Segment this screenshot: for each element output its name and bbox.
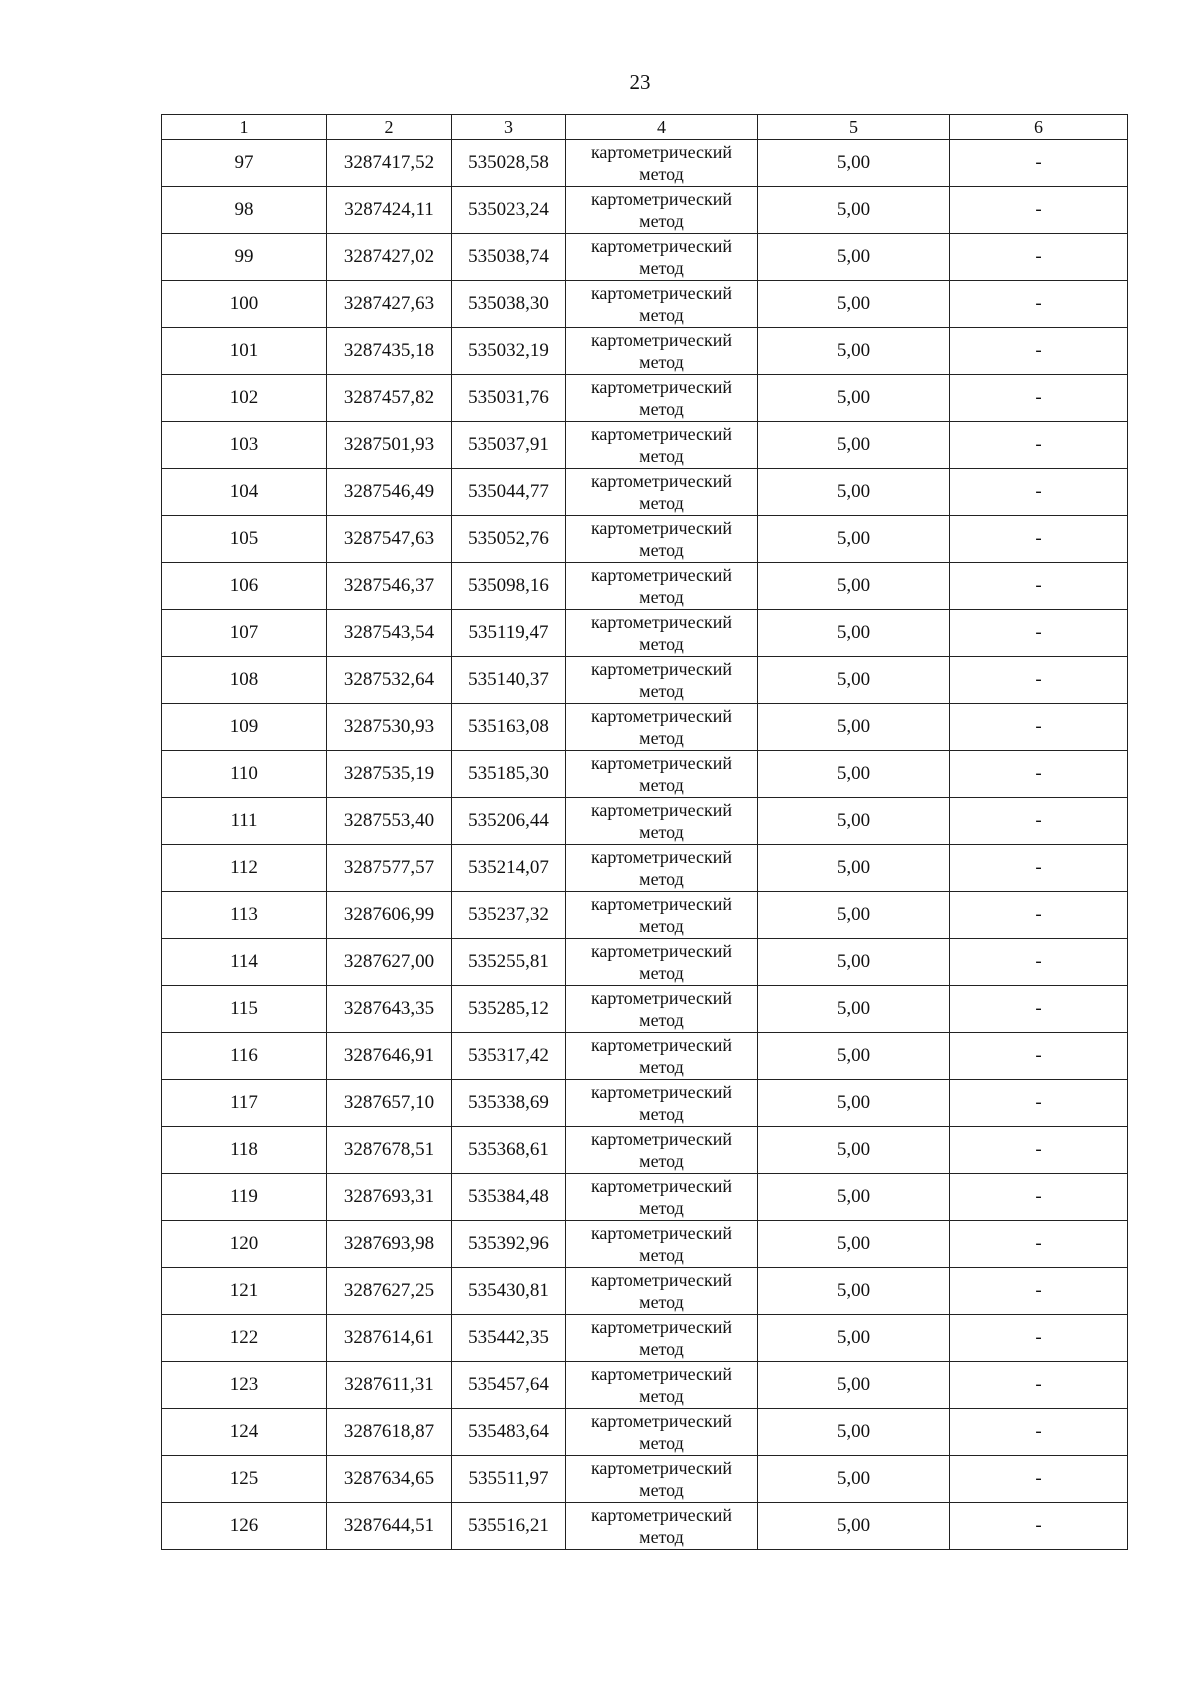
y-coordinate-cell: 535214,07 xyxy=(452,845,566,892)
method-line-2: метод xyxy=(639,963,684,983)
method-cell xyxy=(566,563,758,610)
description-cell: - xyxy=(950,1221,1128,1268)
table-row xyxy=(162,328,1128,375)
table-row xyxy=(162,704,1128,751)
point-number-cell: 122 xyxy=(162,1315,327,1362)
method-line-2: метод xyxy=(639,775,684,795)
description-cell: - xyxy=(950,234,1128,281)
page-number: 23 xyxy=(629,70,651,94)
method-line-2: метод xyxy=(639,869,684,889)
point-number-cell: 107 xyxy=(162,610,327,657)
method-cell xyxy=(566,1315,758,1362)
x-coordinate-cell: 3287532,64 xyxy=(327,657,452,704)
accuracy-cell: 5,00 xyxy=(758,281,950,328)
description-cell: - xyxy=(950,1127,1128,1174)
y-coordinate-cell: 535037,91 xyxy=(452,422,566,469)
method-cell xyxy=(566,939,758,986)
table-row xyxy=(162,563,1128,610)
accuracy-cell: 5,00 xyxy=(758,422,950,469)
y-coordinate-cell: 535098,16 xyxy=(452,563,566,610)
method-line-1: картометрический xyxy=(590,1411,733,1431)
table-row xyxy=(162,1033,1128,1080)
description-cell: - xyxy=(950,1268,1128,1315)
method-cell xyxy=(566,1268,758,1315)
x-coordinate-cell: 3287553,40 xyxy=(327,798,452,845)
point-number-cell: 106 xyxy=(162,563,327,610)
method-line-2: метод xyxy=(639,681,684,701)
accuracy-cell: 5,00 xyxy=(758,657,950,704)
table-row xyxy=(162,986,1128,1033)
accuracy-cell: 5,00 xyxy=(758,234,950,281)
description-cell: - xyxy=(950,281,1128,328)
point-number-cell: 105 xyxy=(162,516,327,563)
method-line-1: картометрический xyxy=(590,1129,733,1149)
y-coordinate-cell: 535483,64 xyxy=(452,1409,566,1456)
y-coordinate-cell: 535032,19 xyxy=(452,328,566,375)
method-cell xyxy=(566,1174,758,1221)
accuracy-cell: 5,00 xyxy=(758,1315,950,1362)
table-row xyxy=(162,751,1128,798)
accuracy-cell: 5,00 xyxy=(758,798,950,845)
method-line-2: метод xyxy=(639,1198,684,1218)
accuracy-cell: 5,00 xyxy=(758,187,950,234)
point-number-cell: 120 xyxy=(162,1221,327,1268)
y-coordinate-cell: 535317,42 xyxy=(452,1033,566,1080)
description-cell: - xyxy=(950,1315,1128,1362)
table-row xyxy=(162,469,1128,516)
accuracy-cell: 5,00 xyxy=(758,1174,950,1221)
accuracy-cell: 5,00 xyxy=(758,610,950,657)
x-coordinate-cell: 3287530,93 xyxy=(327,704,452,751)
table-row xyxy=(162,798,1128,845)
method-line-1: картометрический xyxy=(590,565,733,585)
description-cell: - xyxy=(950,751,1128,798)
accuracy-cell: 5,00 xyxy=(758,1456,950,1503)
method-line-1: картометрический xyxy=(590,941,733,961)
description-cell: - xyxy=(950,1409,1128,1456)
y-coordinate-cell: 535185,30 xyxy=(452,751,566,798)
method-line-1: картометрический xyxy=(590,424,733,444)
y-coordinate-cell: 535384,48 xyxy=(452,1174,566,1221)
method-cell xyxy=(566,1503,758,1550)
table-row xyxy=(162,1268,1128,1315)
method-line-2: метод xyxy=(639,493,684,513)
method-cell xyxy=(566,187,758,234)
x-coordinate-cell: 3287614,61 xyxy=(327,1315,452,1362)
method-cell xyxy=(566,610,758,657)
x-coordinate-cell: 3287693,31 xyxy=(327,1174,452,1221)
method-cell xyxy=(566,1221,758,1268)
accuracy-cell: 5,00 xyxy=(758,375,950,422)
method-line-2: метод xyxy=(639,634,684,654)
point-number-cell: 123 xyxy=(162,1362,327,1409)
method-line-1: картометрический xyxy=(590,706,733,726)
description-cell: - xyxy=(950,328,1128,375)
x-coordinate-cell: 3287644,51 xyxy=(327,1503,452,1550)
method-line-1: картометрический xyxy=(590,1176,733,1196)
method-line-1: картометрический xyxy=(590,659,733,679)
y-coordinate-cell: 535338,69 xyxy=(452,1080,566,1127)
accuracy-cell: 5,00 xyxy=(758,1033,950,1080)
method-line-2: метод xyxy=(639,1010,684,1030)
method-cell xyxy=(566,892,758,939)
point-number-cell: 113 xyxy=(162,892,327,939)
method-line-1: картометрический xyxy=(590,800,733,820)
table-row xyxy=(162,610,1128,657)
description-cell: - xyxy=(950,657,1128,704)
point-number-cell: 118 xyxy=(162,1127,327,1174)
method-cell xyxy=(566,1456,758,1503)
y-coordinate-cell: 535038,30 xyxy=(452,281,566,328)
point-number-cell: 115 xyxy=(162,986,327,1033)
accuracy-cell: 5,00 xyxy=(758,1127,950,1174)
method-line-2: метод xyxy=(639,1480,684,1500)
y-coordinate-cell: 535255,81 xyxy=(452,939,566,986)
description-cell: - xyxy=(950,1456,1128,1503)
y-coordinate-cell: 535163,08 xyxy=(452,704,566,751)
method-line-2: метод xyxy=(639,1245,684,1265)
table-row xyxy=(162,1315,1128,1362)
method-line-2: метод xyxy=(639,1339,684,1359)
method-line-2: метод xyxy=(639,352,684,372)
column-header: 2 xyxy=(327,115,452,140)
y-coordinate-cell: 535457,64 xyxy=(452,1362,566,1409)
point-number-cell: 126 xyxy=(162,1503,327,1550)
description-cell: - xyxy=(950,939,1128,986)
method-line-2: метод xyxy=(639,540,684,560)
method-cell xyxy=(566,1080,758,1127)
method-cell xyxy=(566,986,758,1033)
accuracy-cell: 5,00 xyxy=(758,1080,950,1127)
y-coordinate-cell: 535516,21 xyxy=(452,1503,566,1550)
method-line-1: картометрический xyxy=(590,847,733,867)
method-line-1: картометрический xyxy=(590,236,733,256)
table-row xyxy=(162,140,1128,187)
table-row xyxy=(162,234,1128,281)
description-cell: - xyxy=(950,469,1128,516)
method-line-1: картометрический xyxy=(590,1270,733,1290)
y-coordinate-cell: 535119,47 xyxy=(452,610,566,657)
description-cell: - xyxy=(950,845,1128,892)
point-number-cell: 101 xyxy=(162,328,327,375)
method-line-1: картометрический xyxy=(590,518,733,538)
x-coordinate-cell: 3287427,63 xyxy=(327,281,452,328)
table-row xyxy=(162,1456,1128,1503)
method-line-2: метод xyxy=(639,1292,684,1312)
x-coordinate-cell: 3287577,57 xyxy=(327,845,452,892)
y-coordinate-cell: 535442,35 xyxy=(452,1315,566,1362)
y-coordinate-cell: 535430,81 xyxy=(452,1268,566,1315)
point-number-cell: 116 xyxy=(162,1033,327,1080)
method-line-1: картометрический xyxy=(590,330,733,350)
point-number-cell: 97 xyxy=(162,140,327,187)
y-coordinate-cell: 535023,24 xyxy=(452,187,566,234)
table-row xyxy=(162,422,1128,469)
x-coordinate-cell: 3287427,02 xyxy=(327,234,452,281)
table-row xyxy=(162,1221,1128,1268)
x-coordinate-cell: 3287611,31 xyxy=(327,1362,452,1409)
accuracy-cell: 5,00 xyxy=(758,845,950,892)
table-row xyxy=(162,1409,1128,1456)
accuracy-cell: 5,00 xyxy=(758,1503,950,1550)
description-cell: - xyxy=(950,610,1128,657)
column-header: 6 xyxy=(950,115,1128,140)
accuracy-cell: 5,00 xyxy=(758,751,950,798)
column-header: 4 xyxy=(566,115,758,140)
description-cell: - xyxy=(950,1033,1128,1080)
method-line-1: картометрический xyxy=(590,753,733,773)
method-line-1: картометрический xyxy=(590,612,733,632)
method-line-1: картометрический xyxy=(590,894,733,914)
table-body xyxy=(162,140,1128,1550)
y-coordinate-cell: 535206,44 xyxy=(452,798,566,845)
x-coordinate-cell: 3287618,87 xyxy=(327,1409,452,1456)
x-coordinate-cell: 3287547,63 xyxy=(327,516,452,563)
y-coordinate-cell: 535368,61 xyxy=(452,1127,566,1174)
y-coordinate-cell: 535052,76 xyxy=(452,516,566,563)
method-cell xyxy=(566,422,758,469)
x-coordinate-cell: 3287417,52 xyxy=(327,140,452,187)
method-line-2: метод xyxy=(639,1104,684,1124)
point-number-cell: 99 xyxy=(162,234,327,281)
y-coordinate-cell: 535044,77 xyxy=(452,469,566,516)
point-number-cell: 98 xyxy=(162,187,327,234)
y-coordinate-cell: 535285,12 xyxy=(452,986,566,1033)
x-coordinate-cell: 3287643,35 xyxy=(327,986,452,1033)
method-line-2: метод xyxy=(639,446,684,466)
y-coordinate-cell: 535028,58 xyxy=(452,140,566,187)
method-line-2: метод xyxy=(639,258,684,278)
table-row xyxy=(162,1174,1128,1221)
table-row xyxy=(162,1127,1128,1174)
y-coordinate-cell: 535031,76 xyxy=(452,375,566,422)
x-coordinate-cell: 3287535,19 xyxy=(327,751,452,798)
table-row xyxy=(162,892,1128,939)
x-coordinate-cell: 3287424,11 xyxy=(327,187,452,234)
point-number-cell: 117 xyxy=(162,1080,327,1127)
method-line-2: метод xyxy=(639,211,684,231)
description-cell: - xyxy=(950,140,1128,187)
method-cell xyxy=(566,281,758,328)
method-line-1: картометрический xyxy=(590,471,733,491)
method-cell xyxy=(566,751,758,798)
accuracy-cell: 5,00 xyxy=(758,1221,950,1268)
x-coordinate-cell: 3287634,65 xyxy=(327,1456,452,1503)
method-line-1: картометрический xyxy=(590,1317,733,1337)
method-cell xyxy=(566,516,758,563)
method-line-1: картометрический xyxy=(590,1364,733,1384)
x-coordinate-cell: 3287693,98 xyxy=(327,1221,452,1268)
method-line-2: метод xyxy=(639,822,684,842)
table-row xyxy=(162,187,1128,234)
method-line-1: картометрический xyxy=(590,1223,733,1243)
accuracy-cell: 5,00 xyxy=(758,986,950,1033)
table-row xyxy=(162,657,1128,704)
method-cell xyxy=(566,328,758,375)
y-coordinate-cell: 535392,96 xyxy=(452,1221,566,1268)
table-row xyxy=(162,1080,1128,1127)
point-number-cell: 121 xyxy=(162,1268,327,1315)
description-cell: - xyxy=(950,1362,1128,1409)
method-line-1: картометрический xyxy=(590,283,733,303)
x-coordinate-cell: 3287606,99 xyxy=(327,892,452,939)
point-number-cell: 108 xyxy=(162,657,327,704)
description-cell: - xyxy=(950,986,1128,1033)
point-number-cell: 100 xyxy=(162,281,327,328)
method-cell xyxy=(566,140,758,187)
method-line-1: картометрический xyxy=(590,988,733,1008)
y-coordinate-cell: 535511,97 xyxy=(452,1456,566,1503)
accuracy-cell: 5,00 xyxy=(758,939,950,986)
table-header-row xyxy=(162,115,1128,140)
point-number-cell: 125 xyxy=(162,1456,327,1503)
method-cell xyxy=(566,1127,758,1174)
description-cell: - xyxy=(950,798,1128,845)
description-cell: - xyxy=(950,563,1128,610)
x-coordinate-cell: 3287546,37 xyxy=(327,563,452,610)
point-number-cell: 110 xyxy=(162,751,327,798)
method-line-2: метод xyxy=(639,1527,684,1547)
method-line-2: метод xyxy=(639,1433,684,1453)
method-line-1: картометрический xyxy=(590,1035,733,1055)
x-coordinate-cell: 3287646,91 xyxy=(327,1033,452,1080)
method-cell xyxy=(566,375,758,422)
accuracy-cell: 5,00 xyxy=(758,1268,950,1315)
table-row xyxy=(162,1503,1128,1550)
accuracy-cell: 5,00 xyxy=(758,563,950,610)
point-number-cell: 109 xyxy=(162,704,327,751)
method-cell xyxy=(566,469,758,516)
x-coordinate-cell: 3287546,49 xyxy=(327,469,452,516)
table-row xyxy=(162,845,1128,892)
point-number-cell: 102 xyxy=(162,375,327,422)
method-cell xyxy=(566,1362,758,1409)
x-coordinate-cell: 3287657,10 xyxy=(327,1080,452,1127)
method-line-2: метод xyxy=(639,164,684,184)
method-line-2: метод xyxy=(639,305,684,325)
method-line-2: метод xyxy=(639,1151,684,1171)
point-number-cell: 103 xyxy=(162,422,327,469)
method-line-1: картометрический xyxy=(590,377,733,397)
method-line-1: картометрический xyxy=(590,142,733,162)
method-line-2: метод xyxy=(639,1057,684,1077)
x-coordinate-cell: 3287435,18 xyxy=(327,328,452,375)
y-coordinate-cell: 535140,37 xyxy=(452,657,566,704)
description-cell: - xyxy=(950,1080,1128,1127)
accuracy-cell: 5,00 xyxy=(758,1409,950,1456)
method-cell xyxy=(566,845,758,892)
method-line-1: картометрический xyxy=(590,1505,733,1525)
method-line-2: метод xyxy=(639,916,684,936)
x-coordinate-cell: 3287543,54 xyxy=(327,610,452,657)
coordinates-table xyxy=(161,114,1128,1550)
accuracy-cell: 5,00 xyxy=(758,516,950,563)
method-cell xyxy=(566,1409,758,1456)
accuracy-cell: 5,00 xyxy=(758,469,950,516)
column-header: 3 xyxy=(452,115,566,140)
x-coordinate-cell: 3287627,00 xyxy=(327,939,452,986)
method-cell xyxy=(566,234,758,281)
method-cell xyxy=(566,704,758,751)
table-row xyxy=(162,281,1128,328)
accuracy-cell: 5,00 xyxy=(758,328,950,375)
y-coordinate-cell: 535237,32 xyxy=(452,892,566,939)
table-row xyxy=(162,939,1128,986)
point-number-cell: 114 xyxy=(162,939,327,986)
point-number-cell: 119 xyxy=(162,1174,327,1221)
description-cell: - xyxy=(950,422,1128,469)
x-coordinate-cell: 3287457,82 xyxy=(327,375,452,422)
column-header: 1 xyxy=(162,115,327,140)
description-cell: - xyxy=(950,704,1128,751)
description-cell: - xyxy=(950,1174,1128,1221)
accuracy-cell: 5,00 xyxy=(758,140,950,187)
description-cell: - xyxy=(950,187,1128,234)
x-coordinate-cell: 3287627,25 xyxy=(327,1268,452,1315)
method-cell xyxy=(566,798,758,845)
method-line-2: метод xyxy=(639,728,684,748)
method-cell xyxy=(566,1033,758,1080)
description-cell: - xyxy=(950,1503,1128,1550)
table-row xyxy=(162,375,1128,422)
accuracy-cell: 5,00 xyxy=(758,1362,950,1409)
point-number-cell: 112 xyxy=(162,845,327,892)
x-coordinate-cell: 3287501,93 xyxy=(327,422,452,469)
x-coordinate-cell: 3287678,51 xyxy=(327,1127,452,1174)
accuracy-cell: 5,00 xyxy=(758,704,950,751)
table-row xyxy=(162,1362,1128,1409)
method-line-2: метод xyxy=(639,587,684,607)
accuracy-cell: 5,00 xyxy=(758,892,950,939)
point-number-cell: 124 xyxy=(162,1409,327,1456)
y-coordinate-cell: 535038,74 xyxy=(452,234,566,281)
column-header: 5 xyxy=(758,115,950,140)
point-number-cell: 104 xyxy=(162,469,327,516)
method-cell xyxy=(566,657,758,704)
description-cell: - xyxy=(950,892,1128,939)
method-line-2: метод xyxy=(639,1386,684,1406)
method-line-1: картометрический xyxy=(590,1458,733,1478)
table-row xyxy=(162,516,1128,563)
point-number-cell: 111 xyxy=(162,798,327,845)
description-cell: - xyxy=(950,516,1128,563)
method-line-1: картометрический xyxy=(590,1082,733,1102)
description-cell: - xyxy=(950,375,1128,422)
method-line-2: метод xyxy=(639,399,684,419)
method-line-1: картометрический xyxy=(590,189,733,209)
